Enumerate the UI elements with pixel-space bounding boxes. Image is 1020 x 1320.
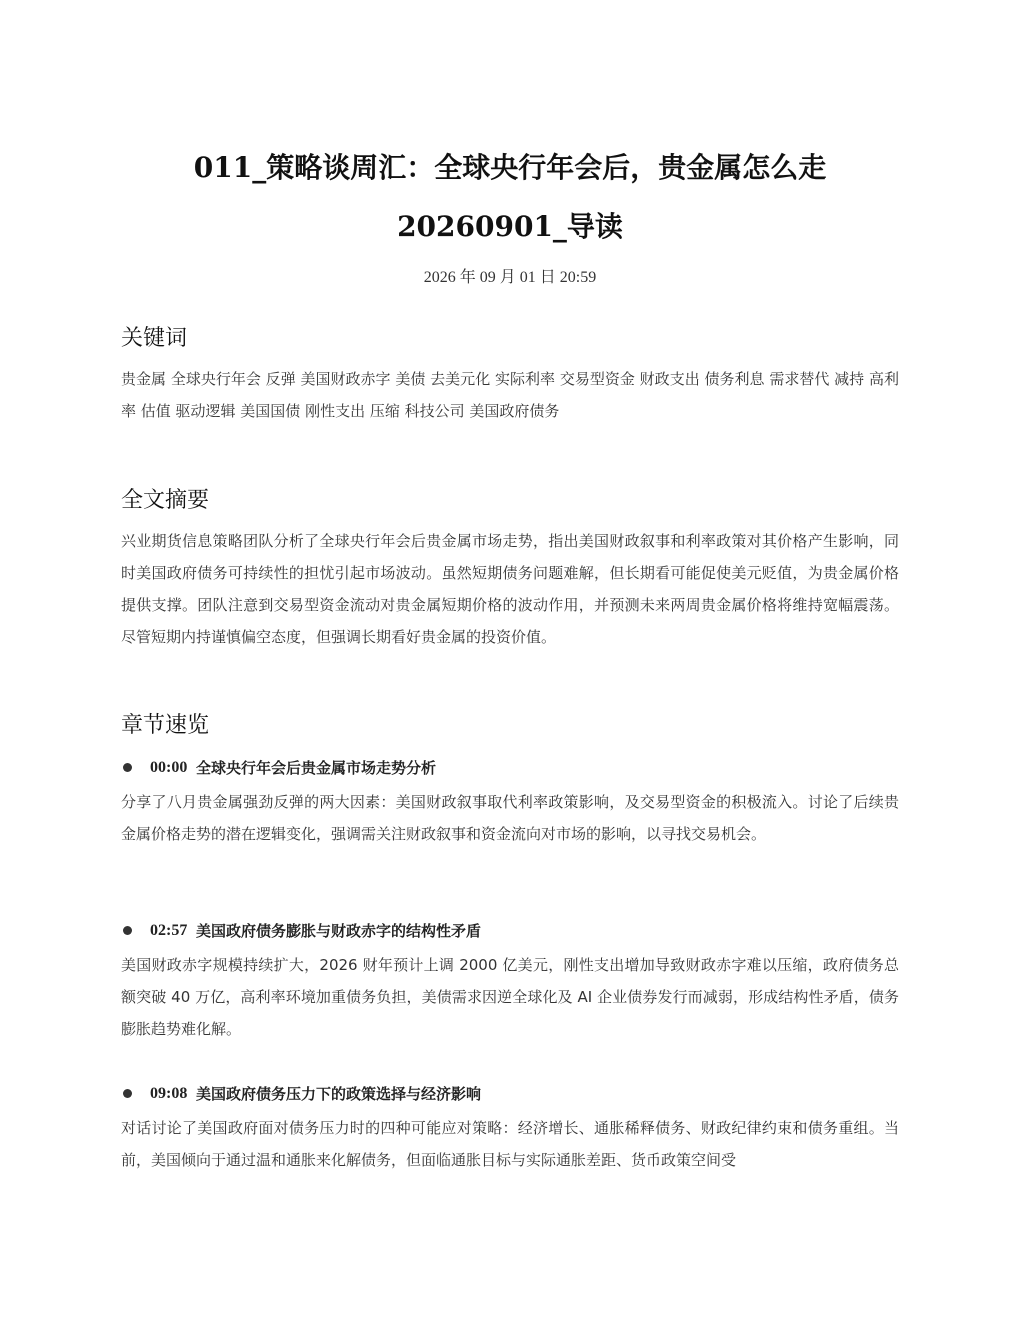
chapter-item-heading xyxy=(121,755,899,781)
summary-heading: 全文摘要 xyxy=(121,488,210,513)
chapters-heading: 章节速览 xyxy=(121,713,210,738)
chapter-item-heading xyxy=(121,1081,899,1107)
title-line-2: 20260901_导读 xyxy=(397,210,623,243)
document-title xyxy=(121,138,899,256)
chapter-timestamp: 09:08 xyxy=(150,1085,188,1102)
summary-text: 兴业期货信息策略团队分析了全球央行年会后贵金属市场走势，指出美国财政叙事和利率政策对其价格产生影响，同时美国政府债务可持续性的担忧引起市场波动。虽然短期债务问题难解，但长期看可能促使美元贬值，为贵金属价格提供支撑。团队注意到交易型资金流动对贵金属短期价格的波动作用，并预测未来两周贵金属价格将维持宽幅震荡。尽管短期内持谨慎偏空态度，但强调长期看好贵金属的投资价值。 xyxy=(121,532,899,646)
chapter-title: 全球央行年会后贵金属市场走势分析 xyxy=(196,759,437,777)
chapter-text: 美国财政赤字规模持续扩大，2026 财年预计上调 2000 亿美元，刚性支出增加导致财政赤字难以压缩，政府债务总额突破 40 万亿，高利率环境加重债务负担，美债需求因逆全球化及 AI 企业债券发行而减弱，形成结构性矛盾，债务膨胀趋势难化解。 xyxy=(121,956,899,1038)
title-line-1: 011_策略谈周汇：全球央行年会后，贵金属怎么走 xyxy=(193,151,827,184)
chapter-text: 对话讨论了美国政府面对债务压力时的四种可能应对策略：经济增长、通胀稀释债务、财政纪律约束和债务重组。当前，美国倾向于通过温和通胀来化解债务，但面临通胀目标与实际通胀差距、货币政策空间受 xyxy=(121,1119,899,1169)
chapter-item-heading xyxy=(121,918,899,944)
bullet-icon xyxy=(123,926,132,935)
keywords-heading: 关键词 xyxy=(121,326,188,351)
chapter-timestamp: 00:00 xyxy=(150,759,188,776)
document-date: 2026 年 09 月 01 日 20:59 xyxy=(423,269,597,286)
chapter-title: 美国政府债务压力下的政策选择与经济影响 xyxy=(196,1085,482,1103)
chapter-title: 美国政府债务膨胀与财政赤字的结构性矛盾 xyxy=(196,922,482,940)
chapter-timestamp: 02:57 xyxy=(150,922,188,939)
chapter-text: 分享了八月贵金属强劲反弹的两大因素：美国财政叙事取代利率政策影响，及交易型资金的积极流入。讨论了后续贵金属价格走势的潜在逻辑变化，强调需关注财政叙事和资金流向对市场的影响，以寻找交易机会。 xyxy=(121,793,899,843)
keywords-text: 贵金属 全球央行年会 反弹 美国财政赤字 美债 去美元化 实际利率 交易型资金 财政支出 债务利息 需求替代 减持 高利率 估值 驱动逻辑 美国国债 刚性支出 压缩 科技公司 美国政府债务 xyxy=(121,370,899,420)
bullet-icon xyxy=(123,763,132,772)
bullet-icon xyxy=(123,1089,132,1098)
